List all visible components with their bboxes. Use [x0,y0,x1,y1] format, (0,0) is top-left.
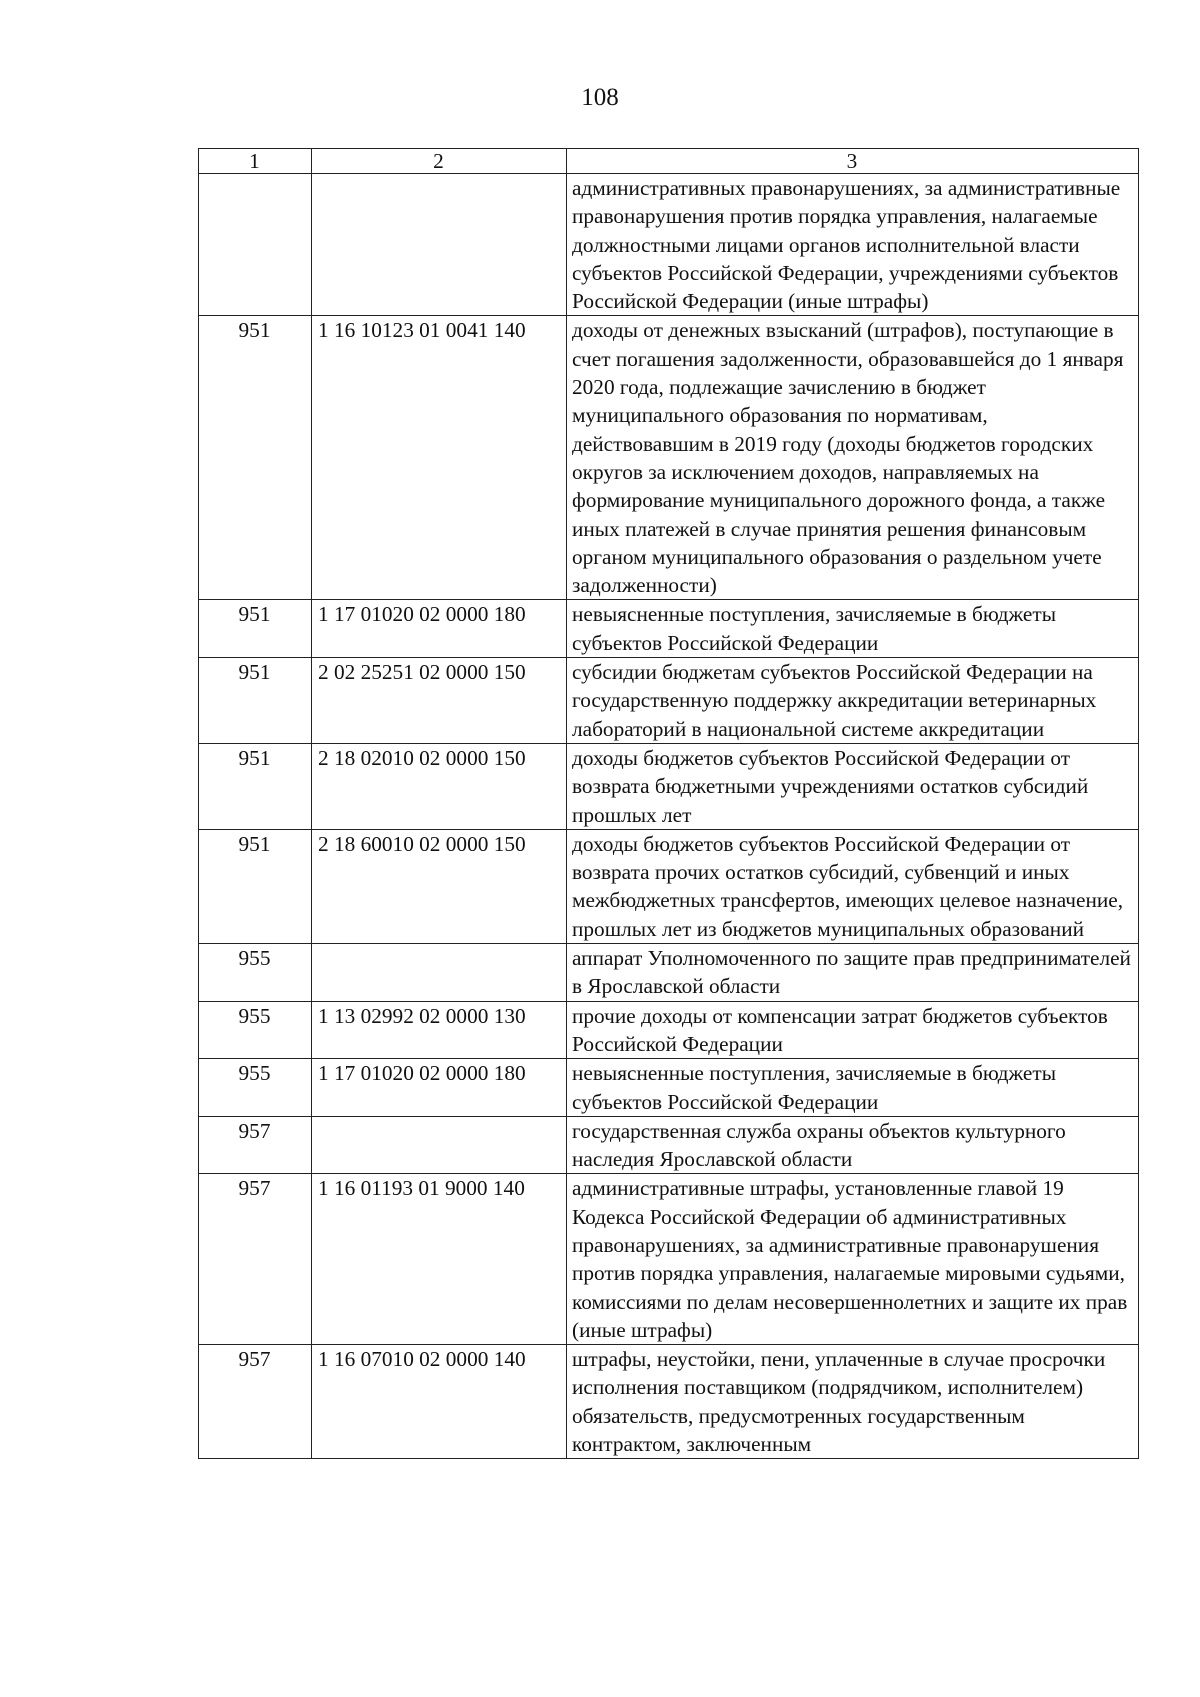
table-row [199,316,1139,600]
description-cell: доходы бюджетов субъектов Российской Федерации от возврата бюджетными учреждениями остатков субсидий прошлых лет [567,743,1139,829]
admin-code-cell: 955 [199,1001,312,1059]
admin-code-cell: 957 [199,1345,312,1459]
table-row [199,1174,1139,1345]
description-cell: административных правонарушениях, за административные правонарушения против порядка управления, налагаемые должностными лицами органов исполнительной власти субъектов Российской Федерации, учреждениями субъектов Российской Федерации (иные штрафы) [567,174,1139,316]
description-cell: государственная служба охраны объектов культурного наследия Ярославской области [567,1116,1139,1174]
revenue-code-cell: 1 13 02992 02 0000 130 [312,1001,567,1059]
revenue-code-cell: 1 16 07010 02 0000 140 [312,1345,567,1459]
admin-code-cell: 951 [199,658,312,744]
table-row [199,1345,1139,1459]
revenue-code-cell: 2 18 60010 02 0000 150 [312,829,567,943]
admin-code-cell [199,174,312,316]
revenue-code-cell: 1 16 10123 01 0041 140 [312,316,567,600]
admin-code-cell: 951 [199,316,312,600]
column-header-1: 1 [199,149,312,174]
table-row [199,944,1139,1002]
revenue-code-cell: 1 17 01020 02 0000 180 [312,1059,567,1117]
description-cell: невыясненные поступления, зачисляемые в бюджеты субъектов Российской Федерации [567,600,1139,658]
table-row [199,1001,1139,1059]
admin-code-cell: 957 [199,1116,312,1174]
admin-code-cell: 955 [199,944,312,1002]
revenue-code-cell: 2 02 25251 02 0000 150 [312,658,567,744]
revenue-code-cell [312,174,567,316]
table-row [199,600,1139,658]
description-cell: субсидии бюджетам субъектов Российской Федерации на государственную поддержку аккредитации ветеринарных лабораторий в национальной системе аккредитации [567,658,1139,744]
admin-code-cell: 951 [199,600,312,658]
admin-code-cell: 957 [199,1174,312,1345]
table-header-row [199,149,1139,174]
table-row [199,174,1139,316]
table-row [199,658,1139,744]
admin-code-cell: 951 [199,829,312,943]
description-cell: штрафы, неустойки, пени, уплаченные в случае просрочки исполнения поставщиком (подрядчиком, исполнителем) обязательств, предусмотренных государственным контрактом, заключенным [567,1345,1139,1459]
table-row [199,1059,1139,1117]
table-row [199,1116,1139,1174]
column-header-3: 3 [567,149,1139,174]
description-cell: прочие доходы от компенсации затрат бюджетов субъектов Российской Федерации [567,1001,1139,1059]
column-header-2: 2 [312,149,567,174]
description-cell: аппарат Уполномоченного по защите прав предпринимателей в Ярославской области [567,944,1139,1002]
description-cell: доходы бюджетов субъектов Российской Федерации от возврата прочих остатков субсидий, субвенций и иных межбюджетных трансфертов, имеющих целевое назначение, прошлых лет из бюджетов муниципальных образований [567,829,1139,943]
admin-code-cell: 951 [199,743,312,829]
page-number: 108 [581,84,619,111]
revenue-code-cell: 1 16 01193 01 9000 140 [312,1174,567,1345]
description-cell: административные штрафы, установленные главой 19 Кодекса Российской Федерации об административных правонарушениях, за административные правонарушения против порядка управления, налагаемые мировыми судьями, комиссиями по делам несовершеннолетних и защите их прав (иные штрафы) [567,1174,1139,1345]
table-row [199,829,1139,943]
revenue-code-cell: 2 18 02010 02 0000 150 [312,743,567,829]
description-cell: невыясненные поступления, зачисляемые в бюджеты субъектов Российской Федерации [567,1059,1139,1117]
revenue-code-cell [312,944,567,1002]
revenue-codes-table [198,148,1139,1459]
description-cell: доходы от денежных взысканий (штрафов), поступающие в счет погашения задолженности, образовавшейся до 1 января 2020 года, подлежащие зачислению в бюджет муниципального образования по нормативам, действовавшим в 2019 году (доходы бюджетов городских округов за исключением доходов, направляемых на формирование муниципального дорожного фонда, а также иных платежей в случае принятия решения финансовым органом муниципального образования о раздельном учете задолженности) [567,316,1139,600]
revenue-code-cell: 1 17 01020 02 0000 180 [312,600,567,658]
table-row [199,743,1139,829]
revenue-code-cell [312,1116,567,1174]
admin-code-cell: 955 [199,1059,312,1117]
